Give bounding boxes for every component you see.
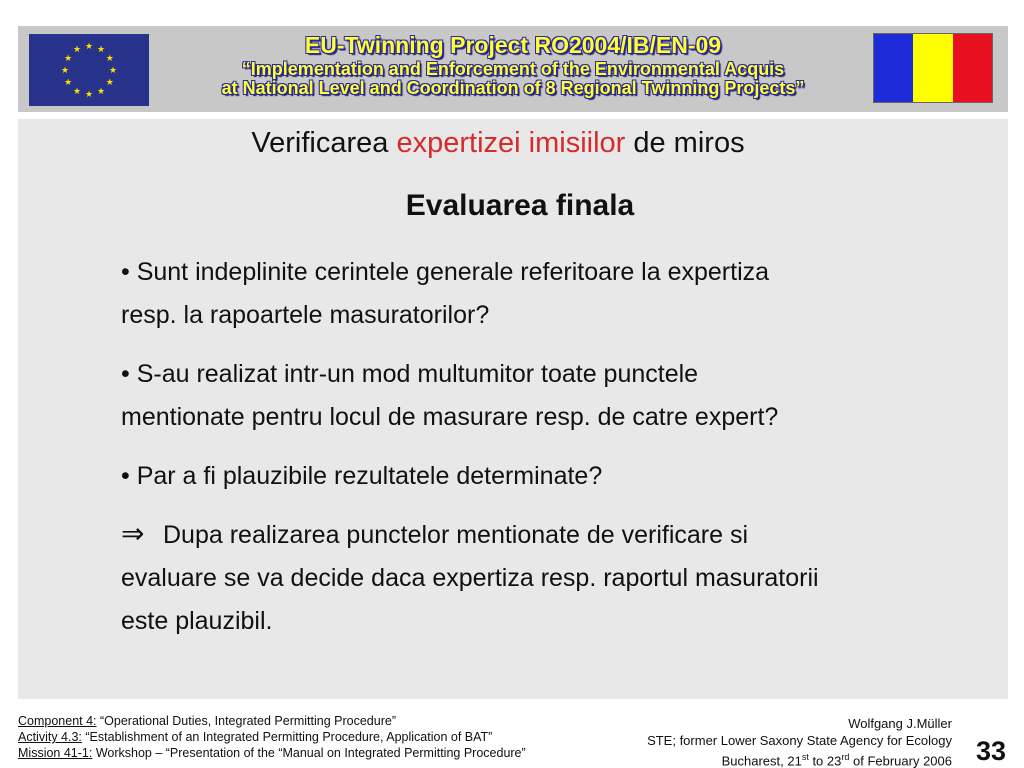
bullet-2-line1: • S-au realizat intr-un mod multumitor toate punctele xyxy=(121,360,699,388)
date-sup-1: st xyxy=(801,752,809,762)
bullet-3: • Par a fi plauzibile rezultatele determinate? xyxy=(121,462,603,490)
component-label: Component 4: xyxy=(18,714,97,728)
ro-flag-yellow xyxy=(913,34,952,102)
footer-activity xyxy=(18,729,526,745)
slide-content xyxy=(18,119,1008,699)
project-subtitle-line1: “Implementation and Enforcement of the Environmental Acquis xyxy=(241,59,785,79)
page-number: 33 xyxy=(976,736,1007,766)
slide-title xyxy=(18,127,978,160)
date-sup-2: rd xyxy=(841,752,850,762)
title-part1: Verificarea xyxy=(251,127,397,159)
ro-flag-red xyxy=(953,34,992,102)
bullet-1-line2: resp. la rapoartele masuratorilor? xyxy=(121,301,490,329)
ro-flag-blue xyxy=(874,34,913,102)
activity-text: “Establishment of an Integrated Permitting Procedure, Application of BAT” xyxy=(81,730,493,744)
eu-star-icon: ★ xyxy=(84,41,94,51)
footer-date xyxy=(647,749,952,768)
eu-star-icon: ★ xyxy=(108,65,118,75)
slide-subtitle: Evaluarea finala xyxy=(405,189,635,222)
header-banner xyxy=(18,26,1008,112)
footer-affiliation: STE; former Lower Saxony State Agency for Ecology xyxy=(647,733,952,748)
footer-mission xyxy=(18,745,526,761)
header-text xyxy=(158,34,868,97)
conclusion-line1-text: Dupa realizarea punctelor mentionate de verificare si xyxy=(163,521,749,549)
footer-component xyxy=(18,713,526,729)
eu-star-icon: ★ xyxy=(84,89,94,99)
project-subtitle-line2: at National Level and Coordination of 8 Regional Twinning Projects” xyxy=(221,78,805,98)
title-highlight: expertizei imisiilor xyxy=(396,127,626,159)
conclusion xyxy=(121,512,961,643)
bullet-1-line1: • Sunt indeplinite cerintele generale referitoare la expertiza xyxy=(121,258,770,286)
conclusion-line1 xyxy=(121,512,961,557)
title-part2: de miros xyxy=(625,127,745,159)
footer-left xyxy=(18,713,526,761)
eu-star-icon: ★ xyxy=(64,53,73,63)
conclusion-line3: este plauzibil. xyxy=(121,607,273,635)
project-title: EU-Twinning Project RO2004/IB/EN-09 xyxy=(304,32,722,58)
footer-right xyxy=(647,715,952,768)
bullet-1 xyxy=(121,251,961,337)
bullet-2-line2: mentionate pentru locul de masurare resp. de catre expert? xyxy=(121,403,779,431)
eu-star-icon: ★ xyxy=(96,85,106,96)
eu-star-icon: ★ xyxy=(72,85,82,96)
footer-author: Wolfgang J.Müller xyxy=(848,716,952,731)
date-suffix: of February 2006 xyxy=(849,753,952,768)
eu-star-icon: ★ xyxy=(105,53,114,63)
implies-arrow-icon: ⇒ xyxy=(121,518,145,549)
activity-label: Activity 4.3: xyxy=(18,730,82,744)
mission-label: Mission 41-1: xyxy=(18,746,93,760)
bullet-2 xyxy=(121,353,961,439)
conclusion-line2: evaluare se va decide daca expertiza resp. raportul masuratorii xyxy=(121,564,819,592)
component-text: “Operational Duties, Integrated Permitting Procedure” xyxy=(96,714,396,728)
eu-star-icon: ★ xyxy=(60,65,70,75)
date-mid: to 23 xyxy=(808,753,842,768)
mission-text: Workshop – “Presentation of the “Manual on Integrated Permitting Procedure” xyxy=(92,746,526,760)
eu-star-icon: ★ xyxy=(64,77,73,87)
slide-body xyxy=(121,251,961,659)
eu-star-icon: ★ xyxy=(96,44,106,55)
eu-star-icon: ★ xyxy=(72,44,82,55)
eu-star-icon: ★ xyxy=(105,77,114,87)
romania-flag-icon xyxy=(873,33,993,103)
date-prefix: Bucharest, 21 xyxy=(721,753,802,768)
eu-flag-icon xyxy=(29,34,149,106)
